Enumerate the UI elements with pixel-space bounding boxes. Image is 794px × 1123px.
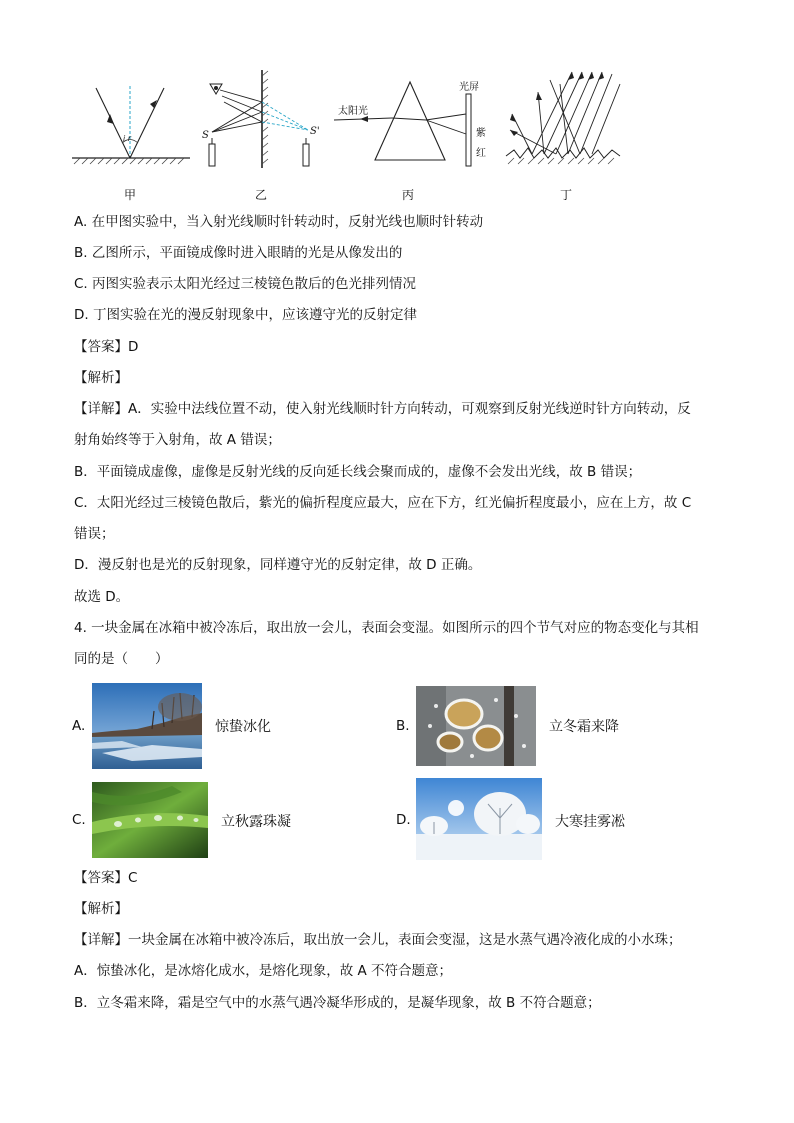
q4-detail-line-3: B．立冬霜来降，霜是空气中的水蒸气遇冷凝华形成的，是凝华现象，故 B 不符合题意；: [74, 995, 601, 1011]
jia-angle-labels: i r: [123, 134, 132, 143]
q4-option-a-caption: 惊蛰冰化: [215, 719, 271, 735]
q4-option-d-caption: 大寒挂雾凇: [555, 814, 625, 830]
bing-label-violet: 紫: [476, 128, 486, 139]
figure-label-jia: 甲: [124, 188, 137, 202]
q3-detail-line-7: 故选 D。: [74, 589, 130, 605]
figure-label-ding: 丁: [560, 188, 573, 202]
q4-answer: [74, 868, 137, 888]
q3-answer: [74, 337, 138, 357]
q4-detail-line-2: A．惊蛰冰化，是冰熔化成水，是熔化现象，故 A 不符合题意；: [74, 963, 453, 979]
q3-option-d: D. 丁图实验在光的漫反射现象中，应该遵守光的反射定律: [74, 307, 417, 323]
yi-label-s-prime: S': [310, 126, 320, 137]
q3-detail-line-6: D．漫反射也是光的反射现象，同样遵守光的反射定律，故 D 正确。: [74, 557, 482, 573]
figure-label-bing: 丙: [402, 188, 415, 202]
q4-option-c-photo: [92, 782, 208, 858]
bing-label-screen: 光屏: [459, 82, 479, 93]
q4-option-d-letter: D.: [396, 812, 411, 828]
figure-jia-reflection-diagram: [70, 78, 192, 168]
figure-bing-prism-diagram: [330, 74, 500, 170]
q4-answer-label: 【答案】: [74, 870, 128, 886]
q3-option-a: A. 在甲图实验中，当入射光线顺时针转动时，反射光线也顺时针转动: [74, 214, 484, 230]
figure-yi-plane-mirror-diagram: [200, 68, 330, 170]
q4-analysis-heading: 【解析】: [74, 901, 128, 917]
q3-answer-label: 【答案】: [74, 339, 128, 355]
q3-detail-line-5: 错误；: [74, 526, 115, 542]
q3-option-c: C. 丙图实验表示太阳光经过三棱镜色散后的色光排列情况: [74, 276, 417, 292]
figure-label-yi: 乙: [255, 188, 268, 202]
q4-stem-line-2: 同的是（ ）: [74, 651, 169, 667]
q3-option-b: B. 乙图所示，平面镜成像时进入眼睛的光是从像发出的: [74, 245, 403, 261]
q3-detail-line-3: B．平面镜成虚像，虚像是反射光线的反向延长线会聚而成的，虚像不会发出光线，故 B 错误；: [74, 464, 642, 480]
q3-analysis-heading: 【解析】: [74, 370, 128, 386]
q4-answer-value: C: [128, 870, 138, 886]
q4-stem-line-1: 4. 一块金属在冰箱中被冷冻后，取出放一会儿，表面会变湿。如图所示的四个节气对应的物态变化与其相: [74, 620, 699, 636]
q3-detail-line-1: 【详解】A．实验中法线位置不动，使入射光线顺时针方向转动，可观察到反射光线逆时针方向转动，反: [74, 401, 691, 417]
yi-label-s: S: [202, 130, 209, 141]
q4-option-c-caption: 立秋露珠凝: [221, 814, 291, 830]
bing-label-sunlight: 太阳光: [338, 106, 368, 117]
q4-option-b-letter: B.: [396, 718, 410, 734]
q4-option-b-photo: [416, 686, 536, 766]
q3-answer-value: D: [128, 339, 139, 355]
figure-ding-diffuse-reflection-diagram: [502, 70, 624, 170]
q4-detail-line-1: 【详解】一块金属在冰箱中被冷冻后，取出放一会儿，表面会变湿，这是水蒸气遇冷液化成的小水珠；: [74, 932, 682, 948]
q3-detail-line-4: C．太阳光经过三棱镜色散后，紫光的偏折程度应最大，应在下方，红光偏折程度最小，应在上方，故 C: [74, 495, 692, 511]
q4-option-a-letter: A.: [72, 718, 86, 734]
q4-option-c-letter: C.: [72, 812, 86, 828]
q3-analysis-label: 解析: [87, 370, 115, 386]
q4-option-b-caption: 立冬霜来降: [549, 719, 619, 735]
q4-option-a-photo: [92, 683, 202, 769]
q4-option-d-photo: [416, 778, 542, 860]
bing-label-red: 红: [476, 148, 486, 159]
q3-detail-line-2: 射角始终等于入射角，故 A 错误；: [74, 432, 281, 448]
q4-analysis-label: 解析: [87, 901, 115, 917]
